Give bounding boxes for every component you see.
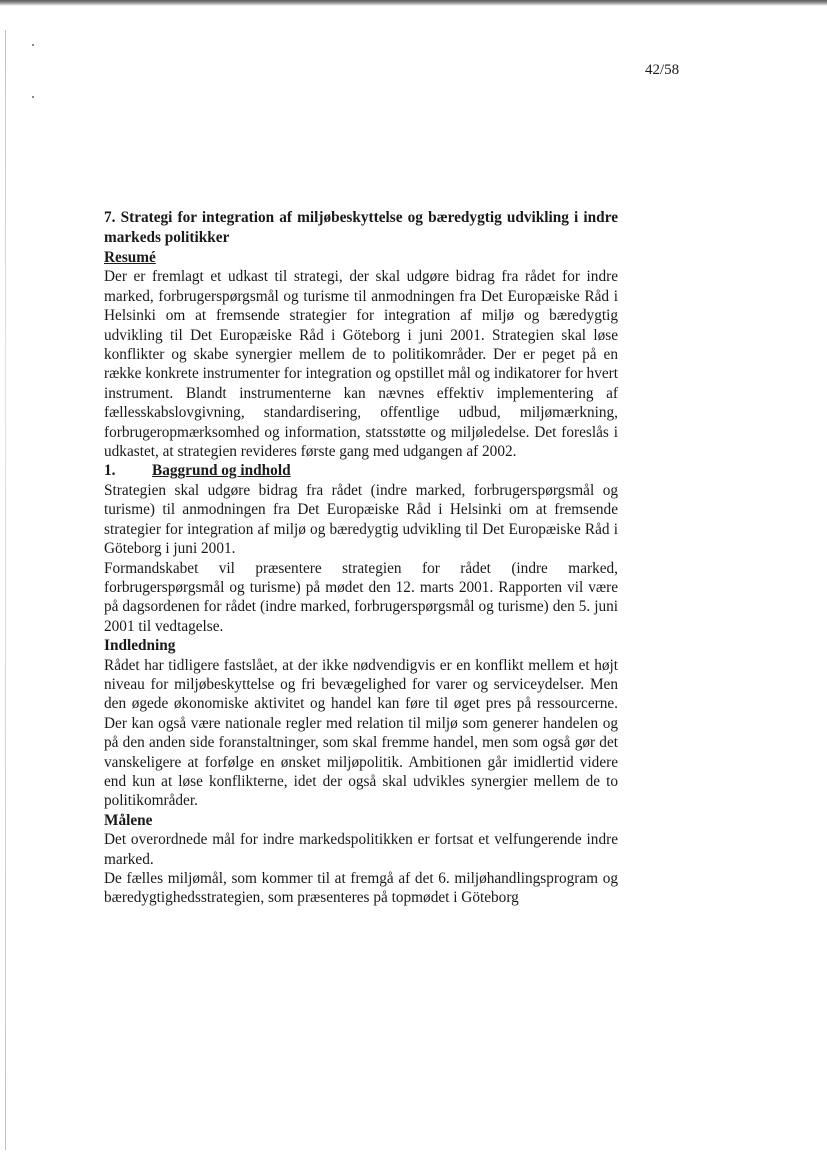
section-1-heading (104, 461, 618, 480)
malene-paragraph: Det overordnede mål for indre markedspolitikken er fortsat et velfungerende indre marked. (104, 831, 618, 868)
resume-paragraph: Der er fremlagt et udkast til strategi, der skal udgøre bidrag fra rådet for indre marked, forbrugerspørgsmål og turisme til anmodningen fra Det Europæiske Råd i Helsinki om at fremsende strategier for integration af miljø og bæredygtig udvikling til Det Europæiske Råd i Göteborg i juni 2001. Strategien skal løse konflikter og skabe synergier mellem de to politikområder. Der er peget på en række konkrete instrumenter for integration og opstillet mål og indikatorer for hvert instrument. Blandt instrumenterne kan nævnes effektiv implementering af fællesskabslovgivning, standardisering, offentlige udbud, miljømærkning, forbrugeropmærksomhed og information, statsstøtte og miljøledelse. Det foreslås i udkastet, at strategien revideres første gang med udgangen af 2002. (104, 268, 618, 461)
section-1-paragraph: Strategien skal udgøre bidrag fra rådet (indre marked, forbrugerspørgsmål og turisme) til anmodningen fra Det Europæiske Råd i Helsinki om at fremsende strategier for integration af miljø og bæredygtig udvikling til Det Europæiske Råd i Göteborg i juni 2001. (104, 481, 618, 558)
document-title: 7. Strategi for integration af miljøbeskyttelse og bæredygtig udvikling i indre markeds politikker (104, 209, 618, 246)
resume-heading: Resumé (104, 249, 156, 266)
indledning-heading: Indledning (104, 637, 176, 655)
scan-top-edge (0, 0, 827, 6)
scan-speck (32, 96, 34, 98)
page-number: 42/58 (645, 62, 680, 78)
scan-left-edge (5, 30, 6, 1150)
section-number: 1. (104, 462, 116, 480)
section-1-paragraph: Formandskabet vil præsentere strategien for rådet (indre marked, forbrugerspørgsmål og turisme) på mødet den 12. marts 2001. Rapporten vil være på dagsordenen for rådet (indre marked, forbrugerspørgsmål og turisme) den 5. juni 2001 til vedtagelse. (104, 559, 618, 635)
scan-speck (32, 44, 34, 46)
section-title: Baggrund og indhold (152, 462, 291, 480)
malene-heading: Målene (104, 811, 153, 829)
indledning-paragraph: Rådet har tidligere fastslået, at der ikke nødvendigvis er en konflikt mellem et højt niveau for miljøbeskyttelse og fri bevægelighed for varer og serviceydelser. Men den øgede økonomiske aktivitet og handel kan føre til øget pres på ressourcerne. Der kan også være nationale regler med relation til miljø som generer handelen og på den anden side foranstaltninger, som skal fremme handel, men som også gør det vanskeligere at forfølge en ønsket miljøpolitik. Ambitionen går imidlertid videre end kun at løse konflikterne, idet der også skal udvikles synergier mellem de to politikområder. (104, 656, 618, 810)
document-body (104, 208, 618, 908)
malene-paragraph: De fælles miljømål, som kommer til at fremgå af det 6. miljøhandlingsprogram og bæredygtighedsstrategien, som præsenteres på topmødet i Göteborg (104, 870, 618, 907)
